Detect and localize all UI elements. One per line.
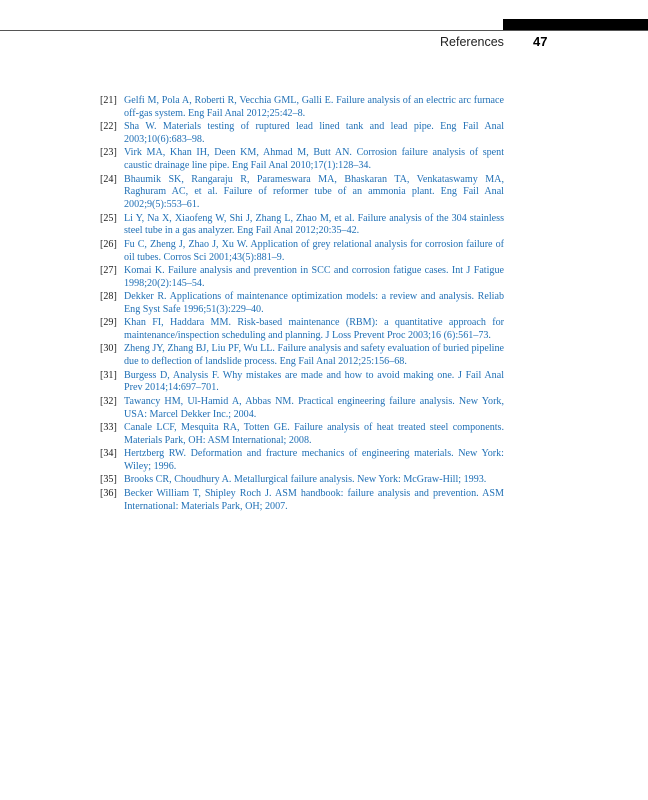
reference-item [100, 239, 504, 265]
reference-link[interactable]: Canale LCF, Mesquita RA, Totten GE. Failure analysis of heat treated steel components. Materials Park, OH: ASM International; 2008. [124, 422, 504, 446]
reference-link[interactable]: Burgess D, Analysis F. Why mistakes are made and how to avoid making one. J Fail Anal Prev 2014;14:697–701. [124, 369, 504, 394]
reference-link[interactable]: Gelfi M, Pola A, Roberti R, Vecchia GML, Galli E. Failure analysis of an electric arc furnace off-gas system. Eng Fail Anal 2012;25:42–8. [124, 95, 504, 119]
reference-link[interactable]: Virk MA, Khan IH, Deen KM, Ahmad M, Butt AN. Corrosion failure analysis of spent caustic drainage line pipe. Eng Fail Anal 2010;17(1):128–34. [124, 147, 504, 172]
reference-number: [34] [100, 448, 117, 460]
reference-item [100, 95, 504, 121]
reference-number: [25] [100, 212, 117, 224]
reference-list [100, 95, 504, 514]
reference-item [100, 448, 504, 474]
reference-item [100, 317, 504, 343]
reference-link[interactable]: Zheng JY, Zhang BJ, Liu PF, Wu LL. Failure analysis and safety evaluation of buried pipeline due to deflection of landslide process. Eng Fail Anal 2012;25:156–68. [124, 343, 504, 368]
reference-number: [35] [100, 474, 117, 486]
reference-link[interactable]: Sha W. Materials testing of ruptured lead lined tank and lead pipe. Eng Fail Anal 2003;10(6):683–98. [124, 121, 504, 145]
reference-link[interactable]: Komai K. Failure analysis and prevention in SCC and corrosion fatigue cases. Int J Fatigue 1998;20(2):145–54. [124, 264, 504, 289]
reference-item [100, 291, 504, 317]
reference-item [100, 213, 504, 239]
reference-number: [22] [100, 121, 117, 133]
reference-link[interactable]: Tawancy HM, Ul-Hamid A, Abbas NM. Practical engineering failure analysis. New York, USA: Marcel Dekker Inc.; 2004. [124, 395, 504, 420]
reference-number: [28] [100, 291, 117, 303]
reference-link[interactable]: Khan FI, Haddara MM. Risk-based maintenance (RBM): a quantitative approach for maintenance/inspection scheduling and planning. J Loss Prevent Proc 2003;16 (6):561–73. [124, 317, 504, 342]
reference-number: [30] [100, 343, 117, 355]
header-rule [0, 30, 648, 31]
reference-item [100, 343, 504, 369]
reference-link[interactable]: Bhaumik SK, Rangaraju R, Parameswara MA, Bhaskaran TA, Venkataswamy MA, Raghuram AC, et al. Failure of reformer tube of an ammonia plant. Eng Fail Anal 2002;9(5):553–61. [124, 173, 504, 211]
reference-number: [23] [100, 147, 117, 159]
reference-item [100, 422, 504, 448]
reference-link[interactable]: Brooks CR, Choudhury A. Metallurgical failure analysis. New York: McGraw-Hill; 1993. [124, 474, 487, 486]
reference-number: [21] [100, 95, 117, 106]
reference-number: [31] [100, 369, 117, 381]
reference-item [100, 488, 504, 514]
reference-item [100, 265, 504, 291]
reference-number: [36] [100, 487, 117, 499]
reference-number: [32] [100, 395, 117, 407]
reference-link[interactable]: Hertzberg RW. Deformation and fracture mechanics of engineering materials. New York: Wiley; 1996. [124, 448, 504, 473]
reference-item [100, 174, 504, 212]
reference-item [100, 474, 504, 487]
reference-number: [33] [100, 422, 117, 434]
reference-link[interactable]: Dekker R. Applications of maintenance optimization models: a review and analysis. Reliab Eng Syst Safe 1996;51(3):229–40. [124, 291, 504, 315]
reference-item [100, 121, 504, 147]
section-title: References [440, 35, 504, 49]
reference-item [100, 147, 504, 173]
reference-number: [29] [100, 317, 117, 329]
reference-item [100, 396, 504, 422]
reference-number: [26] [100, 238, 117, 250]
reference-link[interactable]: Becker William T, Shipley Roch J. ASM handbook: failure analysis and prevention. ASM International: Materials Park, OH; 2007. [124, 487, 504, 512]
reference-number: [27] [100, 264, 117, 276]
reference-item [100, 370, 504, 396]
reference-link[interactable]: Li Y, Na X, Xiaofeng W, Shi J, Zhang L, Zhao M, et al. Failure analysis of the 304 stainless steel tube in a gas analyzer. Eng Fail Anal 2012;20:35–42. [124, 212, 504, 237]
page-number: 47 [533, 34, 548, 49]
reference-link[interactable]: Fu C, Zheng J, Zhao J, Xu W. Application of grey relational analysis for corrosion failure of oil tubes. Corros Sci 2001;43(5):881–9. [124, 238, 504, 263]
reference-number: [24] [100, 173, 117, 185]
